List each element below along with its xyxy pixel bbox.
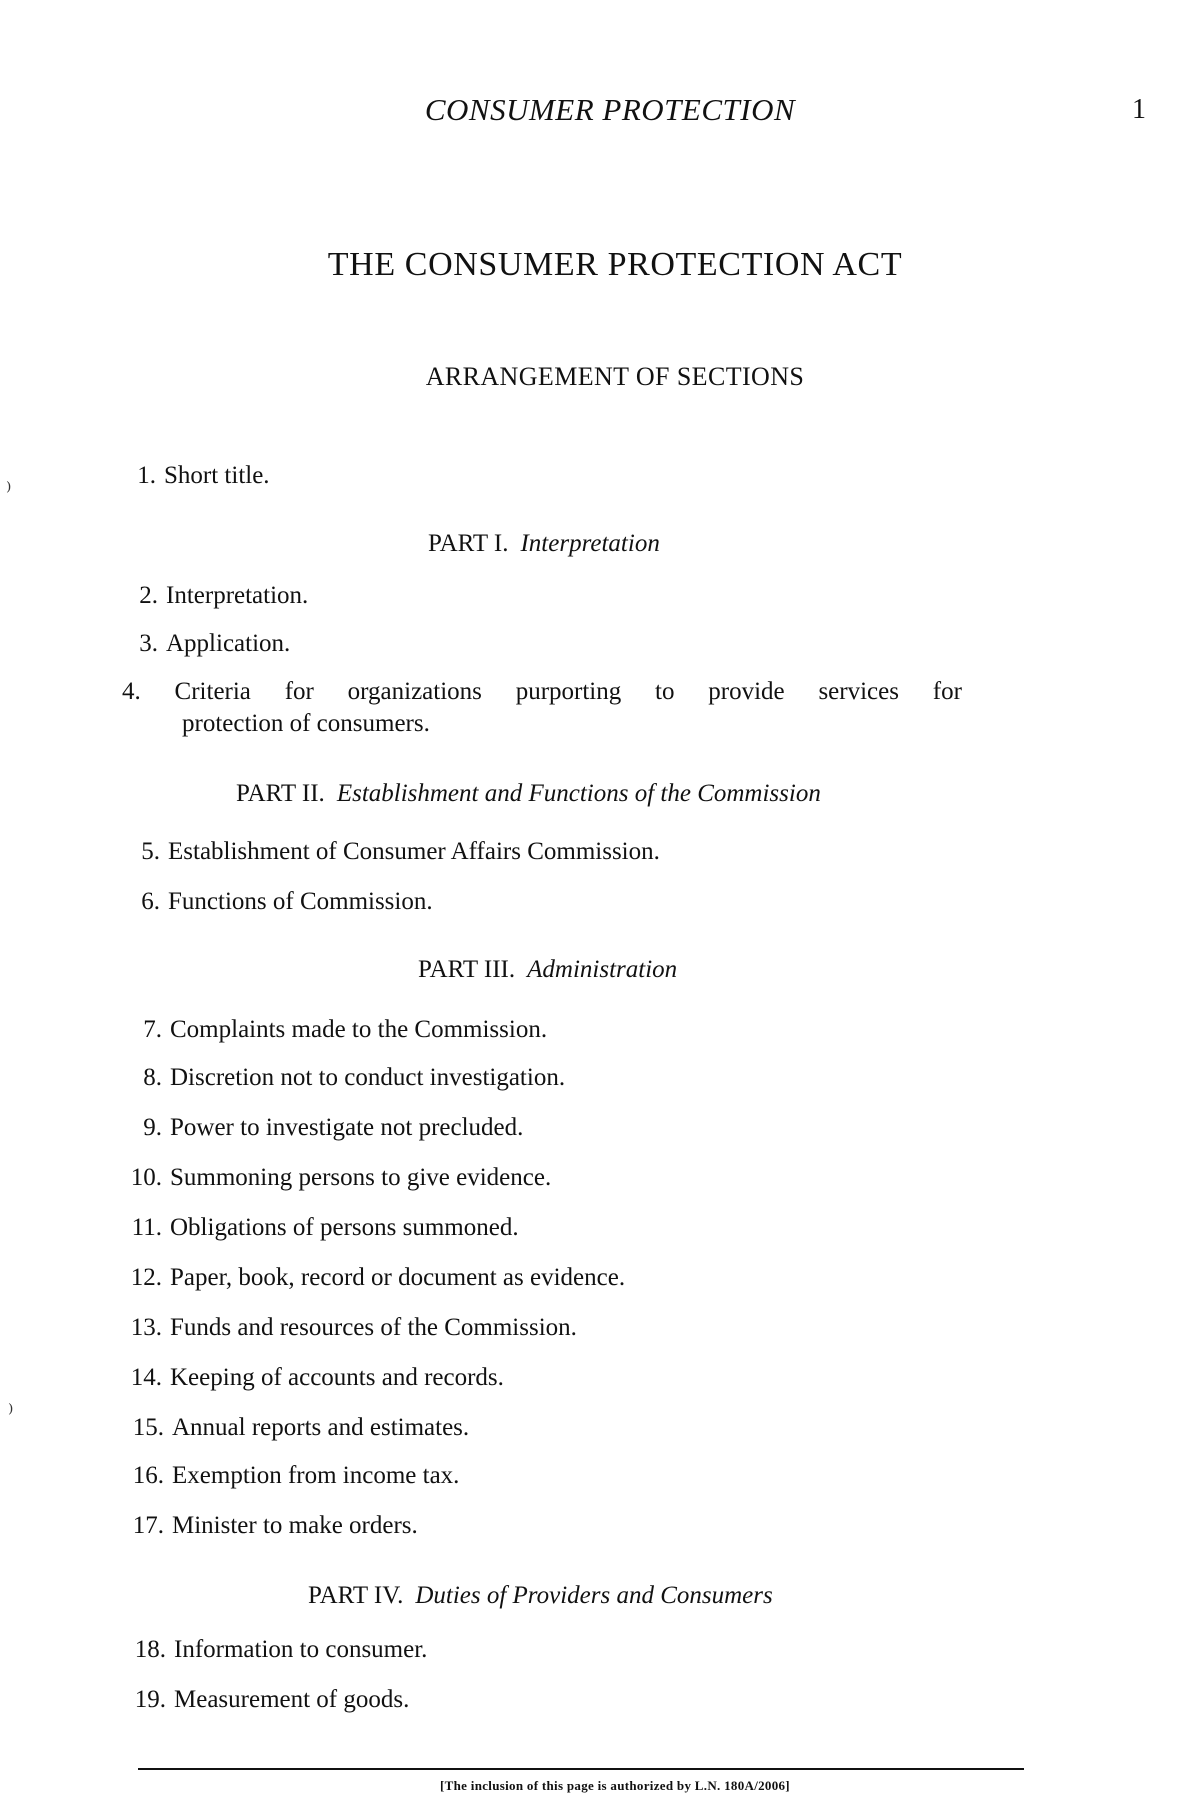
part-label: PART II. [236,780,325,807]
section-number: 2. [139,582,158,609]
section-title: Exemption from income tax. [172,1462,460,1489]
section-entry [128,1510,418,1542]
section-title: Paper, book, record or document as evidence. [170,1264,626,1291]
running-head: CONSUMER PROTECTION [424,92,796,127]
section-word: Criteria [174,678,251,705]
section-entry [124,886,433,918]
section-number: 19. [134,1686,166,1713]
section-title: Summoning persons to give evidence. [170,1164,552,1191]
part-label: PART I. [428,530,509,557]
section-number: 10. [130,1164,162,1191]
part-heading [308,1582,773,1610]
section-entry [126,1212,519,1244]
section-number: 1. [137,462,156,489]
section-entry [128,1460,459,1492]
part-label: PART III. [418,956,516,983]
section-entry [126,1112,523,1144]
part-heading [428,530,660,558]
part-heading [418,956,677,984]
section-number: 9. [143,1114,162,1141]
section-entry [126,1262,625,1294]
part-description: Administration [527,956,678,983]
section-entry [130,1684,409,1716]
section-entry [126,1062,565,1094]
section-title: Discretion not to conduct investigation. [170,1064,566,1091]
section-title: Minister to make orders. [172,1512,418,1539]
section-entry [122,676,962,740]
section-entry [122,628,290,660]
section-number: 6. [141,888,160,915]
section-number: 3. [139,630,158,657]
section-word: for [284,678,314,705]
section-number: 11. [131,1214,162,1241]
section-word: purporting [515,678,622,705]
footer-rule [138,1768,1024,1770]
section-title: Functions of Commission. [168,888,433,915]
section-title: Short title. [164,462,270,489]
section-number: 5. [141,838,160,865]
section-title: Application. [166,630,291,657]
section-title: Interpretation. [166,582,309,609]
part-description: Interpretation [520,530,660,557]
arrangement-heading: ARRANGEMENT OF SECTIONS [425,362,805,391]
section-entry [126,1312,577,1344]
part-label: PART IV. [308,1582,404,1609]
section-entry [126,1362,504,1394]
section-entry [130,1634,427,1666]
section-number: 17. [132,1512,164,1539]
section-title: Information to consumer. [174,1636,428,1663]
section-entry [128,1412,469,1444]
section-entry [124,836,660,868]
section-title: Measurement of goods. [174,1686,410,1713]
section-number: 18. [134,1636,166,1663]
section-title: Complaints made to the Commission. [170,1016,548,1043]
section-word: provide [708,678,785,705]
section-title: Establishment of Consumer Affairs Commission. [168,838,660,865]
section-entry [120,460,270,492]
section-title: Power to investigate not precluded. [170,1114,524,1141]
section-number: 4. [122,678,141,705]
section-entry [122,580,308,612]
section-title: Obligations of persons summoned. [170,1214,519,1241]
section-entry [126,1014,547,1046]
part-description: Establishment and Functions of the Commission [336,780,821,807]
section-word: services [818,678,899,705]
section-word: organizations [347,678,482,705]
section-word: for [932,678,962,705]
section-number: 8. [143,1064,162,1091]
section-number: 16. [132,1462,164,1489]
section-word: to [655,678,675,705]
section-number: 14. [130,1364,162,1391]
section-title-continuation: protection of consumers. [182,710,430,737]
margin-mark: ⁾ [6,478,12,503]
section-title: Funds and resources of the Commission. [170,1314,577,1341]
section-title: Keeping of accounts and records. [170,1364,504,1391]
footer-note: [The inclusion of this page is authorized by L.N. 180A/2006] [440,1778,790,1793]
section-number: 15. [132,1414,164,1441]
section-title: Annual reports and estimates. [172,1414,470,1441]
page-number: 1 [1132,94,1146,125]
section-number: 13. [130,1314,162,1341]
section-number: 7. [143,1016,162,1043]
section-number: 12. [130,1264,162,1291]
section-title-line [122,676,962,708]
section-entry [126,1162,551,1194]
margin-mark: ⁾ [8,1400,14,1425]
act-title: THE CONSUMER PROTECTION ACT [327,246,903,283]
part-heading [236,780,821,808]
part-description: Duties of Providers and Consumers [415,1582,773,1609]
